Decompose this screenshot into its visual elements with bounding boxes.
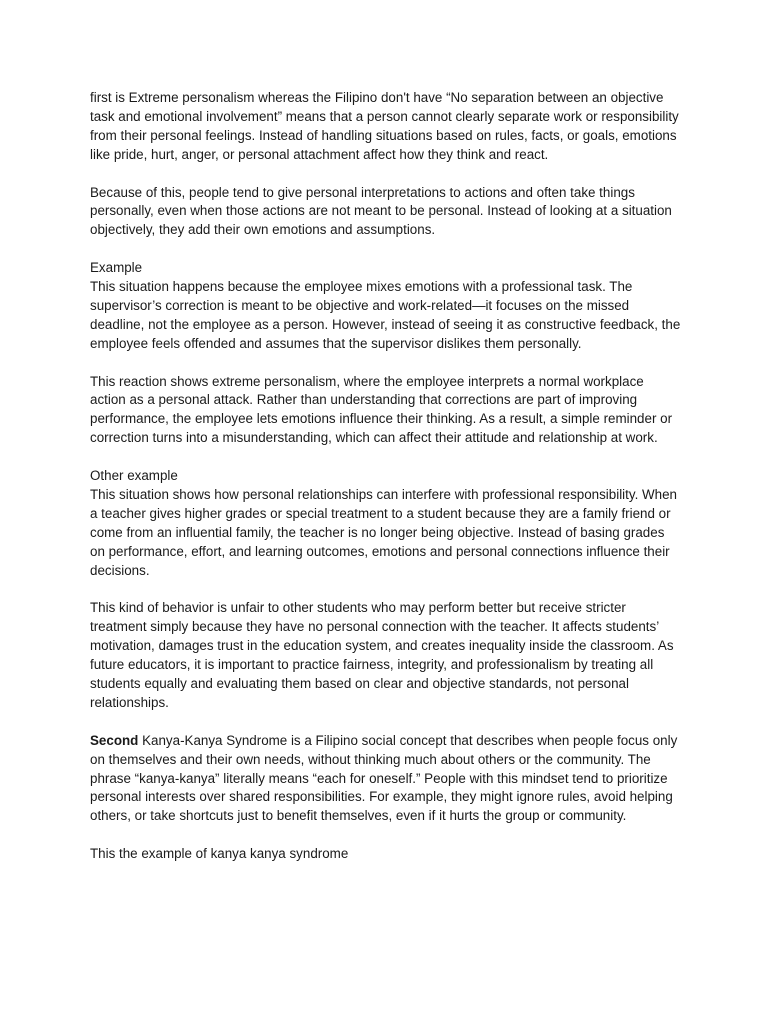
paragraph-personal-interpretations: Because of this, people tend to give personal interpretations to actions and often take things personally, even when those actions are not meant to be personal. Instead of looking at a situation objectively, they add their own emotions and assumptions. (90, 184, 672, 238)
other-example-section (90, 467, 682, 580)
paragraph-extreme-personalism: first is Extreme personalism whereas the Filipino don't have “No separation between an objective task and emotional involvement” means that a person cannot clearly separate work or responsibility from their personal feelings. Instead of handling situations based on rules, facts, or goals, emotions like pride, hurt, anger, or personal attachment affect how they think and react. (90, 90, 679, 162)
example-heading: Example (90, 260, 143, 276)
example-section (90, 259, 682, 354)
paragraph-example-employee: This situation happens because the employee mixes emotions with a professional task. The supervisor’s correction is meant to be objective and work-related—it focuses on the missed deadline, not the employee as a person. However, instead of seeing it as constructive feedback, the employee feels offended and assumes that the supervisor dislikes them personally. (90, 279, 681, 351)
paragraph-kanya-kanya (90, 732, 682, 827)
kanya-kanya-text: Kanya-Kanya Syndrome is a Filipino social concept that describes when people focus only on themselves and their own needs, without thinking much about others or the community. The phrase “kanya-kanya” literally means “each for oneself.” People with this mindset tend to prioritize personal interests over shared responsibilities. For example, they might ignore rules, avoid helping others, or take shortcuts just to benefit themselves, even if it hurts the group or community. (90, 732, 678, 824)
closing-line: This the example of kanya kanya syndrome (90, 846, 349, 862)
paragraph-other-example-teacher: This situation shows how personal relationships can interfere with professional responsibility. When a teacher gives higher grades or special treatment to a student because they are a family friend or come from an influential family, the teacher is no longer being objective. Instead of basing grades on performance, effort, and learning outcomes, emotions and personal connections influence their decisions. (90, 486, 677, 578)
document-page (90, 89, 682, 883)
paragraph-example-reaction: This reaction shows extreme personalism, where the employee interprets a normal workplace action as a personal attack. Rather than understanding that corrections are part of improving performance, the employee lets emotions influence their thinking. As a result, a simple reminder or correction turns into a misunderstanding, which can affect their attitude and relationship at work. (90, 373, 673, 446)
paragraph-other-example-unfair: This kind of behavior is unfair to other students who may perform better but receive stricter treatment simply because they have no personal connection with the teacher. It affects students’ motivation, damages trust in the education system, and creates inequality inside the classroom. As future educators, it is important to practice fairness, integrity, and professionalism by treating all students equally and evaluating them based on clear and objective standards, not personal relationships. (90, 600, 674, 710)
second-label: Second (90, 732, 139, 748)
other-example-heading: Other example (90, 468, 178, 484)
